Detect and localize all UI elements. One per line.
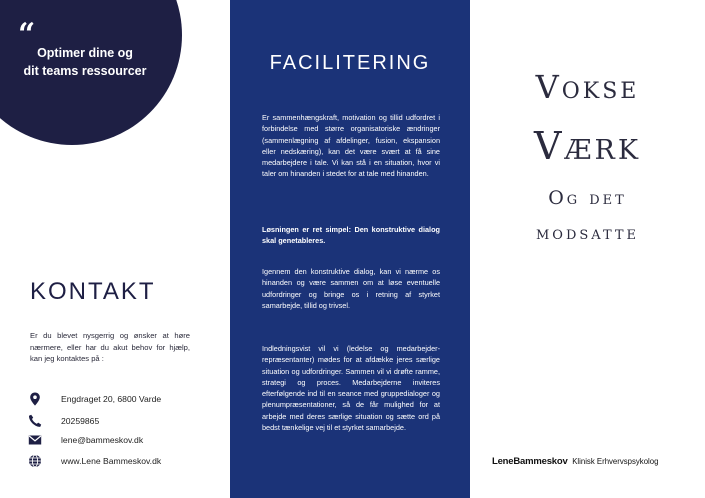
mail-icon — [28, 433, 42, 447]
contact-email[interactable] — [28, 432, 143, 448]
brand-name: LeneBammeskov — [492, 456, 568, 467]
facilitering-paragraph-3: Igennem den konstruktive dialog, kan vi nærme os hinanden og være sammen om at løse eventuelle udfordringer og bringe os i retning af styrket samarbejde, tillid og trivsel. — [262, 267, 440, 310]
contact-address — [28, 391, 161, 407]
facilitering-paragraph-4: Indledningsvist vil vi (ledelse og medarbejder-repræsentanter) mødes for at afdække jeres særlige situation og udfordringer. Sammen vil vi drøfte ramme, strategi og proces. Medarbejderne inviteres efterfølgende ind til en seance med gruppedialoger og plenumpræsentationer, så de får mulighed for at arbejde med deres særlige situation og sætte ord på bedst tænkelige vej til et styrket samarbejde. — [262, 344, 440, 433]
contact-intro: Er du blevet nysgerrig og ønsker at høre nærmere, eller har du akut behov for hjælp, kan jeg kontaktes på : — [30, 331, 190, 363]
contact-phone[interactable] — [28, 413, 99, 429]
quote-line-2: dit teams ressourcer — [23, 64, 147, 78]
cover-subtitle-modsatte: modsatte — [535, 222, 640, 244]
brand-tagline: Klinisk Erhvervspsykolog — [572, 457, 659, 466]
globe-icon — [28, 454, 42, 468]
facilitering-panel — [230, 0, 470, 498]
email-text: lene@bammeskov.dk — [61, 435, 144, 445]
location-pin-icon — [28, 392, 42, 406]
facilitering-paragraph-2: Løsningen er ret simpel: Den konstruktive dialog skal genetableres. — [262, 225, 440, 246]
facilitering-title: FACILITERING — [269, 52, 431, 74]
brand-signature — [492, 456, 658, 467]
quote-mark-icon: “ — [18, 17, 36, 52]
quote-line-1: Optimer dine og — [37, 46, 133, 60]
contact-website[interactable] — [28, 453, 161, 469]
phone-text: 20259865 — [61, 416, 100, 426]
address-text: Engdraget 20, 6800 Varde — [61, 394, 162, 404]
phone-icon — [28, 414, 42, 428]
contact-title: KONTAKT — [30, 278, 156, 305]
quote-text — [0, 44, 170, 80]
cover-subtitle-og-det: Og det — [548, 187, 627, 209]
facilitering-paragraph-1: Er sammenhængskraft, motivation og tillid udfordret i forbindelse med større organisatoriske ændringer (sammenlægning af afdelinger, fusion, ekspansion eller nedskæring), kan det være svært at få sine medarbejdere i tale. Vi kan stå i en situation, hvor vi taler om hinanden i stedet for at tale med hinanden. — [262, 113, 440, 179]
cover-title-vaerk: Værk — [534, 124, 641, 168]
cover-title-vokse: Vokse — [535, 68, 640, 106]
website-text: www.Lene Bammeskov.dk — [61, 456, 162, 466]
